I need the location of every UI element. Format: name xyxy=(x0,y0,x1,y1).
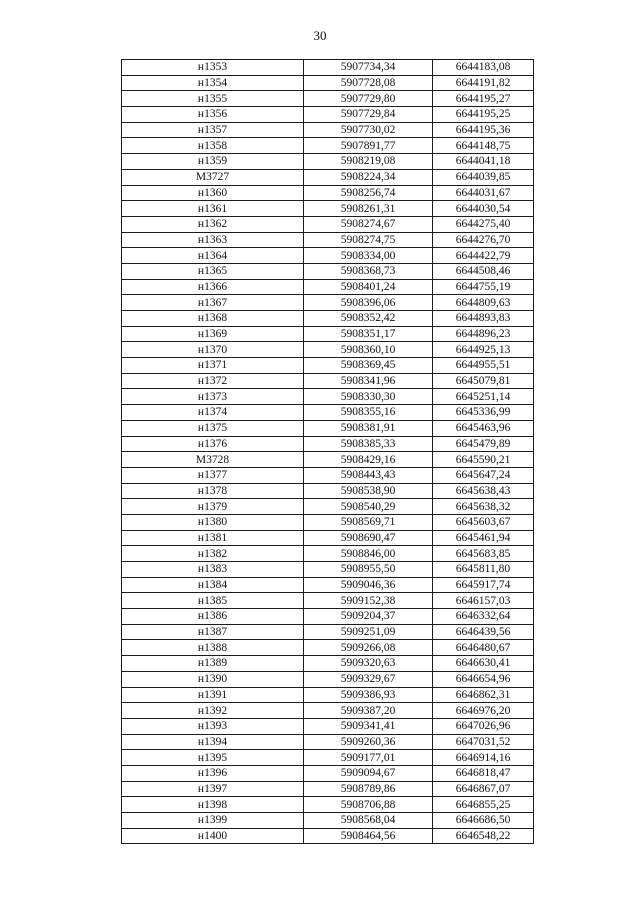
y-coordinate-cell: 6645590,21 xyxy=(433,452,534,468)
coordinates-table-body xyxy=(122,60,534,844)
y-coordinate-cell: 6644183,08 xyxy=(433,60,534,76)
point-name-cell: н1398 xyxy=(122,797,304,813)
y-coordinate-cell: 6646867,07 xyxy=(433,781,534,797)
y-coordinate-cell: 6645336,99 xyxy=(433,405,534,421)
y-coordinate-cell: 6647031,52 xyxy=(433,734,534,750)
x-coordinate-cell: 5908540,29 xyxy=(304,499,433,515)
y-coordinate-cell: 6645479,89 xyxy=(433,436,534,452)
x-coordinate-cell: 5908334,00 xyxy=(304,248,433,264)
y-coordinate-cell: 6646686,50 xyxy=(433,813,534,829)
x-coordinate-cell: 5909266,08 xyxy=(304,640,433,656)
x-coordinate-cell: 5908846,00 xyxy=(304,546,433,562)
table-row xyxy=(122,813,534,829)
y-coordinate-cell: 6646914,16 xyxy=(433,750,534,766)
y-coordinate-cell: 6644148,75 xyxy=(433,138,534,154)
table-row xyxy=(122,107,534,123)
y-coordinate-cell: 6646630,41 xyxy=(433,656,534,672)
table-row xyxy=(122,420,534,436)
point-name-cell: н1379 xyxy=(122,499,304,515)
x-coordinate-cell: 5909260,36 xyxy=(304,734,433,750)
point-name-cell: н1380 xyxy=(122,514,304,530)
table-row xyxy=(122,593,534,609)
y-coordinate-cell: 6644191,82 xyxy=(433,75,534,91)
x-coordinate-cell: 5907730,02 xyxy=(304,122,433,138)
x-coordinate-cell: 5908538,90 xyxy=(304,483,433,499)
y-coordinate-cell: 6646157,03 xyxy=(433,593,534,609)
y-coordinate-cell: 6644893,83 xyxy=(433,311,534,327)
x-coordinate-cell: 5908381,91 xyxy=(304,420,433,436)
table-row xyxy=(122,765,534,781)
y-coordinate-cell: 6645461,94 xyxy=(433,530,534,546)
y-coordinate-cell: 6645917,74 xyxy=(433,577,534,593)
y-coordinate-cell: 6646862,31 xyxy=(433,687,534,703)
point-name-cell: н1355 xyxy=(122,91,304,107)
page-number: 30 xyxy=(313,28,327,43)
point-name-cell: н1376 xyxy=(122,436,304,452)
table-row xyxy=(122,358,534,374)
table-row xyxy=(122,609,534,625)
x-coordinate-cell: 5908341,96 xyxy=(304,373,433,389)
x-coordinate-cell: 5907729,80 xyxy=(304,91,433,107)
point-name-cell: н1396 xyxy=(122,765,304,781)
table-row xyxy=(122,122,534,138)
y-coordinate-cell: 6646332,64 xyxy=(433,609,534,625)
y-coordinate-cell: 6644195,36 xyxy=(433,122,534,138)
x-coordinate-cell: 5909320,63 xyxy=(304,656,433,672)
x-coordinate-cell: 5908706,88 xyxy=(304,797,433,813)
table-row xyxy=(122,201,534,217)
x-coordinate-cell: 5908568,04 xyxy=(304,813,433,829)
table-row xyxy=(122,185,534,201)
x-coordinate-cell: 5908789,86 xyxy=(304,781,433,797)
point-name-cell: н1363 xyxy=(122,232,304,248)
x-coordinate-cell: 5909251,09 xyxy=(304,624,433,640)
y-coordinate-cell: 6644039,85 xyxy=(433,169,534,185)
x-coordinate-cell: 5908569,71 xyxy=(304,514,433,530)
point-name-cell: н1367 xyxy=(122,295,304,311)
table-row xyxy=(122,232,534,248)
y-coordinate-cell: 6644508,46 xyxy=(433,263,534,279)
table-row xyxy=(122,405,534,421)
point-name-cell: н1361 xyxy=(122,201,304,217)
point-name-cell: н1400 xyxy=(122,828,304,844)
table-row xyxy=(122,781,534,797)
y-coordinate-cell: 6646976,20 xyxy=(433,703,534,719)
y-coordinate-cell: 6646654,96 xyxy=(433,671,534,687)
point-name-cell: н1353 xyxy=(122,60,304,76)
point-name-cell: н1391 xyxy=(122,687,304,703)
point-name-cell: н1371 xyxy=(122,358,304,374)
point-name-cell: н1397 xyxy=(122,781,304,797)
point-name-cell: М3727 xyxy=(122,169,304,185)
point-name-cell: н1386 xyxy=(122,609,304,625)
y-coordinate-cell: 6646480,67 xyxy=(433,640,534,656)
point-name-cell: н1384 xyxy=(122,577,304,593)
y-coordinate-cell: 6645811,80 xyxy=(433,562,534,578)
x-coordinate-cell: 5909386,93 xyxy=(304,687,433,703)
x-coordinate-cell: 5908219,08 xyxy=(304,154,433,170)
table-row xyxy=(122,734,534,750)
point-name-cell: н1395 xyxy=(122,750,304,766)
y-coordinate-cell: 6644925,13 xyxy=(433,342,534,358)
y-coordinate-cell: 6644809,63 xyxy=(433,295,534,311)
x-coordinate-cell: 5908396,06 xyxy=(304,295,433,311)
x-coordinate-cell: 5907728,08 xyxy=(304,75,433,91)
y-coordinate-cell: 6644031,67 xyxy=(433,185,534,201)
table-row xyxy=(122,263,534,279)
table-row xyxy=(122,75,534,91)
x-coordinate-cell: 5908330,30 xyxy=(304,389,433,405)
point-name-cell: н1394 xyxy=(122,734,304,750)
x-coordinate-cell: 5908955,50 xyxy=(304,562,433,578)
table-row xyxy=(122,436,534,452)
x-coordinate-cell: 5908368,73 xyxy=(304,263,433,279)
point-name-cell: н1358 xyxy=(122,138,304,154)
y-coordinate-cell: 6644896,23 xyxy=(433,326,534,342)
table-row xyxy=(122,295,534,311)
point-name-cell: н1356 xyxy=(122,107,304,123)
table-row xyxy=(122,624,534,640)
point-name-cell: н1359 xyxy=(122,154,304,170)
point-name-cell: н1382 xyxy=(122,546,304,562)
table-row xyxy=(122,373,534,389)
y-coordinate-cell: 6645079,81 xyxy=(433,373,534,389)
x-coordinate-cell: 5907891,77 xyxy=(304,138,433,154)
x-coordinate-cell: 5909387,20 xyxy=(304,703,433,719)
table-row xyxy=(122,216,534,232)
point-name-cell: н1369 xyxy=(122,326,304,342)
y-coordinate-cell: 6646439,56 xyxy=(433,624,534,640)
point-name-cell: н1374 xyxy=(122,405,304,421)
point-name-cell: н1385 xyxy=(122,593,304,609)
y-coordinate-cell: 6644195,27 xyxy=(433,91,534,107)
table-row xyxy=(122,656,534,672)
point-name-cell: н1368 xyxy=(122,311,304,327)
x-coordinate-cell: 5909177,01 xyxy=(304,750,433,766)
table-row xyxy=(122,279,534,295)
point-name-cell: н1360 xyxy=(122,185,304,201)
x-coordinate-cell: 5907729,84 xyxy=(304,107,433,123)
point-name-cell: н1389 xyxy=(122,656,304,672)
table-row xyxy=(122,248,534,264)
point-name-cell: н1390 xyxy=(122,671,304,687)
table-row xyxy=(122,671,534,687)
y-coordinate-cell: 6645638,32 xyxy=(433,499,534,515)
table-row xyxy=(122,311,534,327)
x-coordinate-cell: 5909046,36 xyxy=(304,577,433,593)
point-name-cell: н1388 xyxy=(122,640,304,656)
x-coordinate-cell: 5909329,67 xyxy=(304,671,433,687)
x-coordinate-cell: 5908256,74 xyxy=(304,185,433,201)
y-coordinate-cell: 6644195,25 xyxy=(433,107,534,123)
table-row xyxy=(122,169,534,185)
x-coordinate-cell: 5907734,34 xyxy=(304,60,433,76)
x-coordinate-cell: 5908401,24 xyxy=(304,279,433,295)
table-row xyxy=(122,389,534,405)
y-coordinate-cell: 6644955,51 xyxy=(433,358,534,374)
point-name-cell: М3728 xyxy=(122,452,304,468)
table-row xyxy=(122,828,534,844)
point-name-cell: н1393 xyxy=(122,718,304,734)
x-coordinate-cell: 5908443,43 xyxy=(304,467,433,483)
x-coordinate-cell: 5908369,45 xyxy=(304,358,433,374)
x-coordinate-cell: 5908385,33 xyxy=(304,436,433,452)
table-row xyxy=(122,687,534,703)
point-name-cell: н1383 xyxy=(122,562,304,578)
point-name-cell: н1387 xyxy=(122,624,304,640)
y-coordinate-cell: 6645463,96 xyxy=(433,420,534,436)
y-coordinate-cell: 6644275,40 xyxy=(433,216,534,232)
table-row xyxy=(122,514,534,530)
point-name-cell: н1364 xyxy=(122,248,304,264)
point-name-cell: н1365 xyxy=(122,263,304,279)
point-name-cell: н1357 xyxy=(122,122,304,138)
x-coordinate-cell: 5908261,31 xyxy=(304,201,433,217)
x-coordinate-cell: 5908352,42 xyxy=(304,311,433,327)
y-coordinate-cell: 6644030,54 xyxy=(433,201,534,217)
x-coordinate-cell: 5908690,47 xyxy=(304,530,433,546)
coordinates-table xyxy=(121,59,534,844)
table-row xyxy=(122,60,534,76)
y-coordinate-cell: 6645638,43 xyxy=(433,483,534,499)
point-name-cell: н1381 xyxy=(122,530,304,546)
x-coordinate-cell: 5908464,56 xyxy=(304,828,433,844)
point-name-cell: н1366 xyxy=(122,279,304,295)
x-coordinate-cell: 5909094,67 xyxy=(304,765,433,781)
x-coordinate-cell: 5908224,34 xyxy=(304,169,433,185)
y-coordinate-cell: 6646855,25 xyxy=(433,797,534,813)
table-row xyxy=(122,138,534,154)
point-name-cell: н1377 xyxy=(122,467,304,483)
x-coordinate-cell: 5908429,16 xyxy=(304,452,433,468)
x-coordinate-cell: 5908355,16 xyxy=(304,405,433,421)
table-row xyxy=(122,530,534,546)
y-coordinate-cell: 6645647,24 xyxy=(433,467,534,483)
table-row xyxy=(122,154,534,170)
point-name-cell: н1392 xyxy=(122,703,304,719)
x-coordinate-cell: 5908351,17 xyxy=(304,326,433,342)
table-row xyxy=(122,797,534,813)
table-row xyxy=(122,326,534,342)
table-row xyxy=(122,452,534,468)
y-coordinate-cell: 6644422,79 xyxy=(433,248,534,264)
y-coordinate-cell: 6645251,14 xyxy=(433,389,534,405)
y-coordinate-cell: 6646818,47 xyxy=(433,765,534,781)
y-coordinate-cell: 6647026,96 xyxy=(433,718,534,734)
x-coordinate-cell: 5909341,41 xyxy=(304,718,433,734)
table-row xyxy=(122,562,534,578)
x-coordinate-cell: 5909152,38 xyxy=(304,593,433,609)
y-coordinate-cell: 6645683,85 xyxy=(433,546,534,562)
table-row xyxy=(122,546,534,562)
y-coordinate-cell: 6644041,18 xyxy=(433,154,534,170)
table-row xyxy=(122,640,534,656)
x-coordinate-cell: 5909204,37 xyxy=(304,609,433,625)
table-row xyxy=(122,467,534,483)
y-coordinate-cell: 6646548,22 xyxy=(433,828,534,844)
table-row xyxy=(122,750,534,766)
table-row xyxy=(122,718,534,734)
table-row xyxy=(122,483,534,499)
table-row xyxy=(122,342,534,358)
point-name-cell: н1362 xyxy=(122,216,304,232)
table-row xyxy=(122,577,534,593)
table-row xyxy=(122,499,534,515)
table-row xyxy=(122,703,534,719)
point-name-cell: н1372 xyxy=(122,373,304,389)
point-name-cell: н1370 xyxy=(122,342,304,358)
x-coordinate-cell: 5908360,10 xyxy=(304,342,433,358)
table-row xyxy=(122,91,534,107)
point-name-cell: н1354 xyxy=(122,75,304,91)
y-coordinate-cell: 6645603,67 xyxy=(433,514,534,530)
y-coordinate-cell: 6644755,19 xyxy=(433,279,534,295)
x-coordinate-cell: 5908274,67 xyxy=(304,216,433,232)
point-name-cell: н1399 xyxy=(122,813,304,829)
point-name-cell: н1378 xyxy=(122,483,304,499)
x-coordinate-cell: 5908274,75 xyxy=(304,232,433,248)
y-coordinate-cell: 6644276,70 xyxy=(433,232,534,248)
point-name-cell: н1373 xyxy=(122,389,304,405)
point-name-cell: н1375 xyxy=(122,420,304,436)
